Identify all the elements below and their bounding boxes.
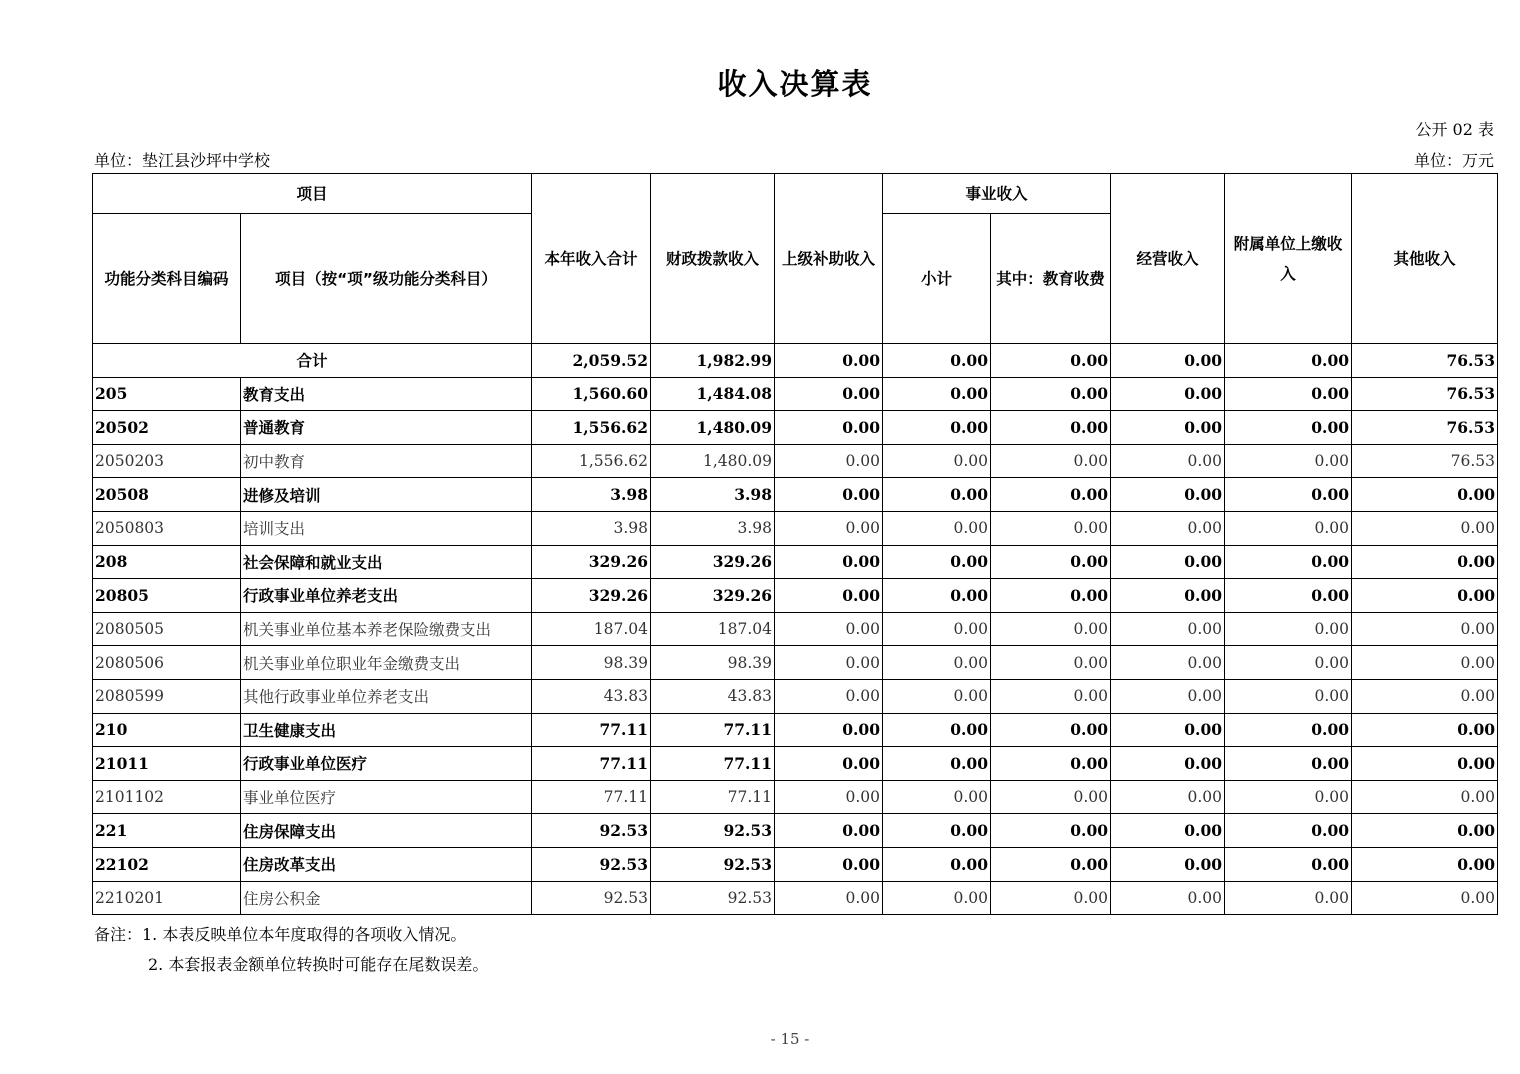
operating-cell: 0.00: [1111, 847, 1225, 881]
education-fee-cell: 0.00: [991, 344, 1111, 378]
other-cell: 0.00: [1352, 511, 1498, 545]
code-cell: 20805: [93, 579, 241, 613]
fiscal-cell: 329.26: [651, 579, 775, 613]
superior-cell: 0.00: [775, 612, 883, 646]
code-cell: 2080505: [93, 612, 241, 646]
subtotal-cell: 0.00: [883, 579, 991, 613]
table-row: [93, 881, 1498, 915]
superior-cell: 0.00: [775, 478, 883, 512]
other-cell: 0.00: [1352, 713, 1498, 747]
subtotal-cell: 0.00: [883, 847, 991, 881]
code-cell: 205: [93, 377, 241, 411]
table-row: [93, 478, 1498, 512]
header-education-fee: 其中：教育收费: [991, 214, 1111, 344]
name-cell: 行政事业单位医疗: [241, 747, 532, 781]
operating-cell: 0.00: [1111, 780, 1225, 814]
other-cell: 0.00: [1352, 847, 1498, 881]
note-line-1: 备注：1. 本表反映单位本年度取得的各项收入情况。: [94, 925, 467, 944]
operating-cell: 0.00: [1111, 679, 1225, 713]
operating-cell: 0.00: [1111, 747, 1225, 781]
affiliated-cell: 0.00: [1225, 679, 1352, 713]
other-cell: 0.00: [1352, 478, 1498, 512]
affiliated-cell: 0.00: [1225, 377, 1352, 411]
total-cell: 329.26: [532, 545, 651, 579]
subtotal-cell: 0.00: [883, 713, 991, 747]
total-cell: 1,560.60: [532, 377, 651, 411]
education-fee-cell: 0.00: [991, 545, 1111, 579]
total-row: [93, 344, 1498, 378]
fiscal-cell: 3.98: [651, 478, 775, 512]
superior-cell: 0.00: [775, 444, 883, 478]
subtotal-cell: 0.00: [883, 747, 991, 781]
affiliated-cell: 0.00: [1225, 579, 1352, 613]
name-cell: 住房改革支出: [241, 847, 532, 881]
page-title: 收入决算表: [717, 67, 873, 101]
code-cell: 20508: [93, 478, 241, 512]
table-row: [93, 747, 1498, 781]
name-cell: 住房公积金: [241, 881, 532, 915]
total-cell: 92.53: [532, 881, 651, 915]
table-row: [93, 679, 1498, 713]
page-number: - 15 -: [770, 1030, 810, 1048]
education-fee-cell: 0.00: [991, 747, 1111, 781]
operating-cell: 0.00: [1111, 511, 1225, 545]
other-cell: 76.53: [1352, 444, 1498, 478]
education-fee-cell: 0.00: [991, 411, 1111, 445]
header-fiscal: 财政拨款收入: [651, 174, 775, 344]
education-fee-cell: 0.00: [991, 847, 1111, 881]
total-cell: 1,556.62: [532, 411, 651, 445]
table-row: [93, 579, 1498, 613]
affiliated-cell: 0.00: [1225, 646, 1352, 680]
education-fee-cell: 0.00: [991, 511, 1111, 545]
superior-cell: 0.00: [775, 679, 883, 713]
fiscal-cell: 1,480.09: [651, 411, 775, 445]
table-row: [93, 444, 1498, 478]
fiscal-cell: 77.11: [651, 747, 775, 781]
code-cell: 2210201: [93, 881, 241, 915]
fiscal-cell: 3.98: [651, 511, 775, 545]
total-cell: 187.04: [532, 612, 651, 646]
code-cell: 2101102: [93, 780, 241, 814]
education-fee-cell: 0.00: [991, 881, 1111, 915]
affiliated-cell: 0.00: [1225, 713, 1352, 747]
name-cell: 机关事业单位基本养老保险缴费支出: [241, 612, 532, 646]
affiliated-cell: 0.00: [1225, 881, 1352, 915]
superior-cell: 0.00: [775, 881, 883, 915]
name-cell: 进修及培训: [241, 478, 532, 512]
education-fee-cell: 0.00: [991, 646, 1111, 680]
code-cell: 2050803: [93, 511, 241, 545]
total-cell: 329.26: [532, 579, 651, 613]
education-fee-cell: 0.00: [991, 814, 1111, 848]
superior-cell: 0.00: [775, 579, 883, 613]
subtotal-cell: 0.00: [883, 545, 991, 579]
code-cell: 22102: [93, 847, 241, 881]
superior-cell: 0.00: [775, 814, 883, 848]
fiscal-cell: 1,484.08: [651, 377, 775, 411]
affiliated-cell: 0.00: [1225, 411, 1352, 445]
table-row: [93, 511, 1498, 545]
fiscal-cell: 77.11: [651, 780, 775, 814]
superior-cell: 0.00: [775, 747, 883, 781]
subtotal-cell: 0.00: [883, 411, 991, 445]
code-cell: 2080599: [93, 679, 241, 713]
superior-cell: 0.00: [775, 646, 883, 680]
superior-cell: 0.00: [775, 545, 883, 579]
superior-cell: 0.00: [775, 511, 883, 545]
table-row: [93, 377, 1498, 411]
subtotal-cell: 0.00: [883, 646, 991, 680]
superior-cell: 0.00: [775, 780, 883, 814]
other-cell: 0.00: [1352, 780, 1498, 814]
education-fee-cell: 0.00: [991, 579, 1111, 613]
name-cell: 住房保障支出: [241, 814, 532, 848]
other-cell: 76.53: [1352, 411, 1498, 445]
other-cell: 0.00: [1352, 814, 1498, 848]
total-cell: 92.53: [532, 847, 651, 881]
other-cell: 0.00: [1352, 747, 1498, 781]
fiscal-cell: 92.53: [651, 847, 775, 881]
header-other: 其他收入: [1352, 174, 1498, 344]
fiscal-cell: 98.39: [651, 646, 775, 680]
operating-cell: 0.00: [1111, 881, 1225, 915]
affiliated-cell: 0.00: [1225, 612, 1352, 646]
fiscal-cell: 1,480.09: [651, 444, 775, 478]
other-cell: 0.00: [1352, 579, 1498, 613]
header-affiliated: 附属单位上缴收入: [1225, 174, 1352, 344]
code-cell: 21011: [93, 747, 241, 781]
superior-cell: 0.00: [775, 411, 883, 445]
total-cell: 43.83: [532, 679, 651, 713]
code-cell: 2050203: [93, 444, 241, 478]
header-total: 本年收入合计: [532, 174, 651, 344]
reporting-unit: 单位：垫江县沙坪中学校: [94, 151, 271, 170]
table-row: [93, 814, 1498, 848]
operating-cell: 0.00: [1111, 814, 1225, 848]
operating-cell: 0.00: [1111, 344, 1225, 378]
name-cell: 行政事业单位养老支出: [241, 579, 532, 613]
operating-cell: 0.00: [1111, 545, 1225, 579]
total-label: 合计: [93, 344, 532, 378]
operating-cell: 0.00: [1111, 478, 1225, 512]
total-cell: 2,059.52: [532, 344, 651, 378]
subtotal-cell: 0.00: [883, 444, 991, 478]
subtotal-cell: 0.00: [883, 679, 991, 713]
table-row: [93, 713, 1498, 747]
total-cell: 98.39: [532, 646, 651, 680]
affiliated-cell: 0.00: [1225, 814, 1352, 848]
total-cell: 1,556.62: [532, 444, 651, 478]
operating-cell: 0.00: [1111, 612, 1225, 646]
income-table: [92, 173, 1498, 915]
superior-cell: 0.00: [775, 344, 883, 378]
operating-cell: 0.00: [1111, 377, 1225, 411]
operating-cell: 0.00: [1111, 444, 1225, 478]
name-cell: 机关事业单位职业年金缴费支出: [241, 646, 532, 680]
other-cell: 0.00: [1352, 679, 1498, 713]
table-row: [93, 847, 1498, 881]
education-fee-cell: 0.00: [991, 444, 1111, 478]
affiliated-cell: 0.00: [1225, 847, 1352, 881]
header-subtotal: 小计: [883, 214, 991, 344]
affiliated-cell: 0.00: [1225, 444, 1352, 478]
other-cell: 76.53: [1352, 377, 1498, 411]
table-row: [93, 545, 1498, 579]
operating-cell: 0.00: [1111, 411, 1225, 445]
operating-cell: 0.00: [1111, 713, 1225, 747]
fiscal-cell: 92.53: [651, 881, 775, 915]
subtotal-cell: 0.00: [883, 478, 991, 512]
name-cell: 其他行政事业单位养老支出: [241, 679, 532, 713]
operating-cell: 0.00: [1111, 579, 1225, 613]
fiscal-cell: 329.26: [651, 545, 775, 579]
header-code: 功能分类科目编码: [93, 214, 241, 344]
table-row: [93, 646, 1498, 680]
code-cell: 221: [93, 814, 241, 848]
subtotal-cell: 0.00: [883, 814, 991, 848]
name-cell: 教育支出: [241, 377, 532, 411]
education-fee-cell: 0.00: [991, 780, 1111, 814]
total-cell: 3.98: [532, 478, 651, 512]
superior-cell: 0.00: [775, 377, 883, 411]
name-cell: 卫生健康支出: [241, 713, 532, 747]
affiliated-cell: 0.00: [1225, 478, 1352, 512]
total-cell: 77.11: [532, 780, 651, 814]
other-cell: 0.00: [1352, 646, 1498, 680]
subtotal-cell: 0.00: [883, 881, 991, 915]
code-cell: 20502: [93, 411, 241, 445]
note-line-2: 2. 本套报表金额单位转换时可能存在尾数误差。: [148, 955, 489, 974]
education-fee-cell: 0.00: [991, 713, 1111, 747]
education-fee-cell: 0.00: [991, 377, 1111, 411]
name-cell: 初中教育: [241, 444, 532, 478]
table-row: [93, 780, 1498, 814]
table-row: [93, 612, 1498, 646]
other-cell: 0.00: [1352, 881, 1498, 915]
superior-cell: 0.00: [775, 847, 883, 881]
header-name: 项目（按“项”级功能分类科目）: [241, 214, 532, 344]
table-number: 公开 02 表: [1415, 120, 1494, 139]
education-fee-cell: 0.00: [991, 478, 1111, 512]
code-cell: 208: [93, 545, 241, 579]
table-row: [93, 411, 1498, 445]
header-superior: 上级补助收入: [775, 174, 883, 344]
subtotal-cell: 0.00: [883, 780, 991, 814]
total-cell: 3.98: [532, 511, 651, 545]
code-cell: 2080506: [93, 646, 241, 680]
fiscal-cell: 43.83: [651, 679, 775, 713]
name-cell: 社会保障和就业支出: [241, 545, 532, 579]
code-cell: 210: [93, 713, 241, 747]
subtotal-cell: 0.00: [883, 344, 991, 378]
education-fee-cell: 0.00: [991, 612, 1111, 646]
total-cell: 77.11: [532, 747, 651, 781]
total-cell: 92.53: [532, 814, 651, 848]
total-cell: 77.11: [532, 713, 651, 747]
subtotal-cell: 0.00: [883, 612, 991, 646]
other-cell: 76.53: [1352, 344, 1498, 378]
fiscal-cell: 92.53: [651, 814, 775, 848]
name-cell: 培训支出: [241, 511, 532, 545]
notes: [94, 920, 488, 980]
affiliated-cell: 0.00: [1225, 545, 1352, 579]
other-cell: 0.00: [1352, 612, 1498, 646]
header-operating: 经营收入: [1111, 174, 1225, 344]
header-item: 项目: [93, 174, 532, 214]
fiscal-cell: 187.04: [651, 612, 775, 646]
affiliated-cell: 0.00: [1225, 747, 1352, 781]
operating-cell: 0.00: [1111, 646, 1225, 680]
header-business-group: 事业收入: [883, 174, 1111, 214]
subtotal-cell: 0.00: [883, 511, 991, 545]
name-cell: 事业单位医疗: [241, 780, 532, 814]
affiliated-cell: 0.00: [1225, 344, 1352, 378]
fiscal-cell: 77.11: [651, 713, 775, 747]
currency-unit: 单位：万元: [1413, 151, 1494, 170]
superior-cell: 0.00: [775, 713, 883, 747]
other-cell: 0.00: [1352, 545, 1498, 579]
affiliated-cell: 0.00: [1225, 780, 1352, 814]
name-cell: 普通教育: [241, 411, 532, 445]
fiscal-cell: 1,982.99: [651, 344, 775, 378]
education-fee-cell: 0.00: [991, 679, 1111, 713]
affiliated-cell: 0.00: [1225, 511, 1352, 545]
subtotal-cell: 0.00: [883, 377, 991, 411]
